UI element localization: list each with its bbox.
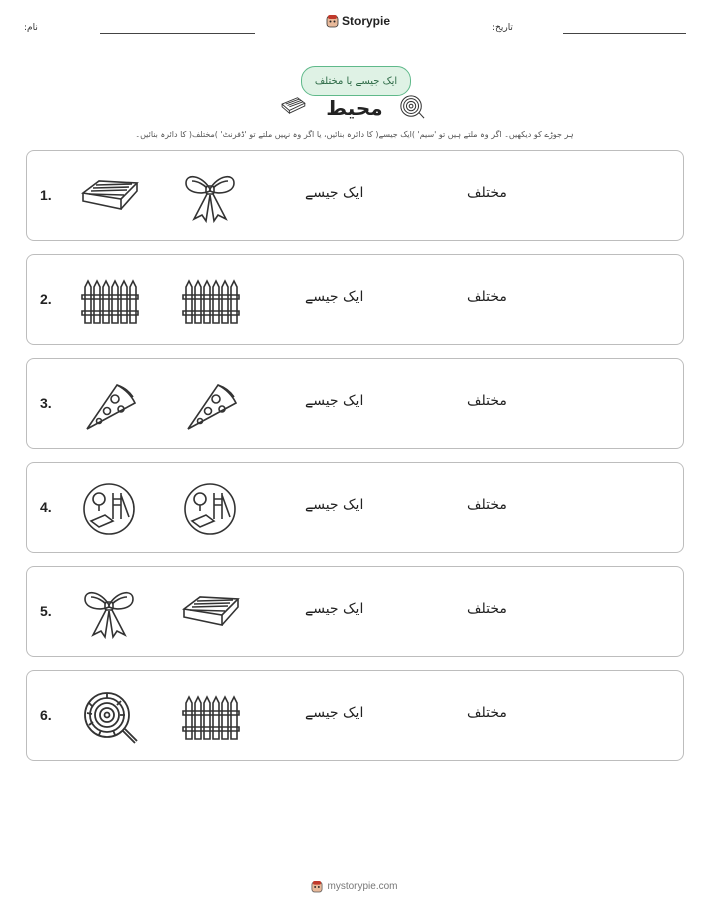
- option-same[interactable]: ایک جیسے: [305, 289, 364, 305]
- mattress-icon: [180, 585, 240, 641]
- option-different[interactable]: مختلف: [467, 289, 507, 305]
- playground-icon: [79, 481, 139, 537]
- question-number: 5.: [40, 603, 52, 619]
- pizza-slice-icon: [180, 377, 240, 433]
- option-different[interactable]: مختلف: [467, 601, 507, 617]
- worksheet-title: محیط: [326, 96, 383, 120]
- mattress-icon: [79, 169, 139, 225]
- option-different[interactable]: مختلف: [467, 185, 507, 201]
- question-number: 6.: [40, 707, 52, 723]
- question-row: [26, 254, 684, 345]
- question-row: [26, 566, 684, 657]
- bow-icon: [180, 169, 240, 225]
- option-different[interactable]: مختلف: [467, 393, 507, 409]
- option-same[interactable]: ایک جیسے: [305, 497, 364, 513]
- question-row: [26, 670, 684, 761]
- instructions: ہر جوڑے کو دیکھیں۔ اگر وہ ملتے ہیں تو 'سیم' )ایک جیسے( کا دائرہ بنائیں، یا اگر وہ نہیں ملتے تو 'ڈفرنٹ' )مختلف( کا دائرہ بنائیں۔: [135, 130, 574, 139]
- option-same[interactable]: ایک جیسے: [305, 705, 364, 721]
- pizza-slice-icon: [79, 377, 139, 433]
- question-number: 1.: [40, 187, 52, 203]
- option-different[interactable]: مختلف: [467, 705, 507, 721]
- option-same[interactable]: ایک جیسے: [305, 601, 364, 617]
- question-number: 3.: [40, 395, 52, 411]
- question-number: 4.: [40, 499, 52, 515]
- playground-icon: [180, 481, 240, 537]
- date-line[interactable]: [563, 33, 686, 34]
- question-row: [26, 462, 684, 553]
- brand-logo: [326, 14, 390, 28]
- name-label: نام:: [24, 23, 38, 33]
- date-label: تاریخ:: [492, 23, 513, 33]
- rope-coil-icon: [398, 94, 426, 120]
- option-different[interactable]: مختلف: [467, 497, 507, 513]
- topic-pill: ایک جیسے یا مختلف: [301, 66, 411, 96]
- name-line[interactable]: [100, 33, 255, 34]
- storypie-mascot-icon: [311, 880, 323, 893]
- option-same[interactable]: ایک جیسے: [305, 393, 364, 409]
- storypie-mascot-icon: [326, 14, 339, 28]
- question-row: [26, 150, 684, 241]
- fence-icon: [180, 689, 240, 745]
- fence-icon: [79, 273, 139, 329]
- option-same[interactable]: ایک جیسے: [305, 185, 364, 201]
- bow-icon: [79, 585, 139, 641]
- rope-coil-icon: [79, 689, 139, 745]
- fence-icon: [180, 273, 240, 329]
- question-row: [26, 358, 684, 449]
- brand-name: Storypie: [342, 14, 391, 28]
- footer: [0, 880, 709, 893]
- footer-site-link[interactable]: mystorypie.com: [327, 881, 398, 892]
- question-number: 2.: [40, 291, 52, 307]
